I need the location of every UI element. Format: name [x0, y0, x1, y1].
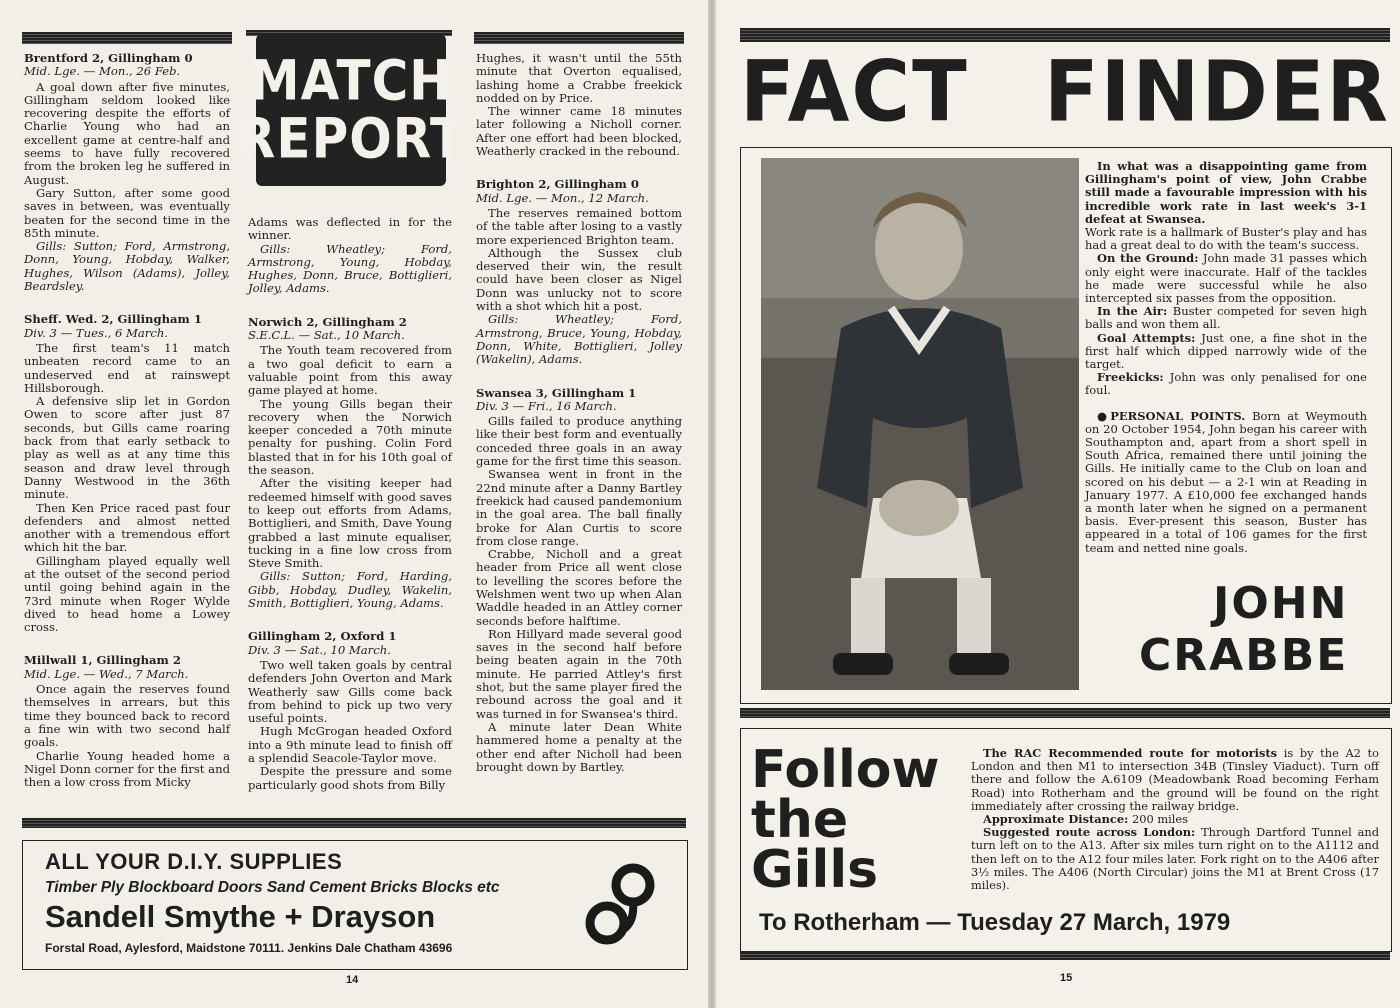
personal-points — [1085, 410, 1367, 555]
follow-logo — [751, 740, 940, 900]
stat-text: Just one, a fine shot in the first half which dipped narrowly wide of the target. — [1085, 330, 1368, 372]
report-date: Mid. Lge. — Wed., 7 March. — [24, 666, 189, 681]
paragraph: The first team's 11 match unbeaten record came to an undeserved end at rainswept Hillsborough. — [24, 340, 230, 395]
report-heading: Brighton 2, Gillingham 0 — [476, 177, 639, 192]
paragraph: Crabbe, Nicholl and a great header from Price all went close to levelling the scores before the Welshmen went two up when Alan Waddle headed in an Attley corner seconds before halftime. — [476, 547, 682, 628]
stat-text: John was only penalised for one foul. — [1085, 370, 1367, 398]
paragraph: Hugh McGrogan headed Oxford into a 9th minute lead to finish off a splendid Seacole-Taylor move. — [248, 724, 452, 765]
team-line: Gills: Wheatley; Ford, Armstrong, Young, Hobday, Hughes, Donn, Bruce, Bottiglieri, Jolley, Adams. — [248, 241, 452, 296]
advert-company: Sandell Smythe + Drayson — [45, 899, 436, 934]
report-date: Div. 3 — Tues., 6 March. — [24, 325, 168, 340]
spine — [708, 0, 716, 1008]
paragraph: Once again the reserves found themselves in arrears, but this time they bounced back to record a fine win with two second half goals. — [24, 682, 230, 750]
player-first-name: JOHN — [1213, 578, 1349, 629]
fact-finder-title — [740, 42, 1390, 141]
paragraph: The winner came 18 minutes later following a Nicholl corner. After one effort had been blocked, Weatherly cracked in the rebound. — [476, 104, 682, 159]
follow-line: Follow — [751, 740, 940, 800]
column-1 — [24, 52, 230, 789]
player-figure — [761, 158, 1079, 690]
stat-label: Freekicks: — [1097, 370, 1164, 385]
paragraph: A goal down after five minutes, Gillingham seldom looked like recovering despite the efforts of Charlie Young who had an excellent game at centre-half and seems to have fully recovered from the broken leg he suffered in August. — [24, 79, 230, 187]
paragraph: Then Ken Price raced past four defenders and almost netted another with a tremendous effort which hit the bar. — [24, 500, 230, 555]
paragraph: Although the Sussex club deserved their win, the result could have been closer as Nigel Donn was unlucky not to score with a shot which hit a post. — [476, 245, 682, 314]
paragraph: Work rate is a hallmark of Buster's play and has had a great deal to do with the team's success. — [1085, 225, 1367, 253]
advert-headline: ALL YOUR D.I.Y. SUPPLIES — [45, 849, 343, 874]
column-2 — [248, 216, 452, 792]
stat-label: ●PERSONAL POINTS. — [1097, 408, 1246, 423]
intro-paragraph: In what was a disappointing game from Gillingham's point of view, John Crabbe still made a favourable impression with his incredible work rate in last week's 3-1 defeat at Swansea. — [1085, 159, 1367, 226]
sd-logo-icon — [583, 861, 663, 951]
stat-text: Born at Weymouth on 20 October 1954, John began his career with Southampton and, apart from a short spell in South Africa, remained there until joining the Gills. He initially came to the Club on loan and scored on his debut — a 2-1 win at Reading in January 1977. A £10,000 fee exchanged hands a month later when he signed on a permanent basis. Ever-present this season, Buster has appeared in a total of 106 games for the first team and netted nine goals. — [1085, 408, 1368, 555]
section-rule — [740, 708, 1390, 718]
advert-address: Forstal Road, Aylesford, Maidstone 70111. Jenkins Dale Chatham 43696 — [45, 941, 453, 955]
report-heading: Brentford 2, Gillingham 0 — [24, 51, 193, 65]
paragraph: Despite the pressure and some particularly good shots from Billy — [248, 764, 452, 792]
paragraph: Gillingham played equally well at the outset of the second period until going behind again in the 73rd minute when Roger Wylde dived to head home a Lowey cross. — [24, 553, 230, 635]
route-detail: Through Dartford Tunnel and turn left on to the A13. After six miles turn right on to the A1112 and then left on to the A12 four miles later. Fork right on to the A406 after 3½ miles. The A406 (North Circular) joins the M1 at Brent Cross (17 miles). — [971, 825, 1379, 893]
follow-line: the — [751, 790, 849, 850]
column-rule — [22, 32, 232, 44]
header-rule — [740, 28, 1390, 42]
paragraph: Gary Sutton, after some good saves in between, was eventually beaten for the second time in the 85th minute. — [24, 185, 230, 240]
route-rac — [971, 747, 1379, 813]
report-date: Mid. Lge. — Mon., 26 Feb. — [24, 64, 181, 79]
column-rule — [474, 32, 684, 44]
route-detail: 200 miles — [1131, 812, 1188, 827]
report-heading: Norwich 2, Gillingham 2 — [248, 314, 407, 329]
player-photo — [761, 158, 1079, 690]
player-last-name: CRABBE — [1139, 630, 1349, 681]
advert-products: Timber Ply Blockboard Doors Sand Cement Bricks Blocks etc — [45, 879, 500, 896]
paragraph: The young Gills began their recovery when the Norwich keeper conceded a 70th minute penalty for pushing. Colin Ford blasted that in for his 10th goal of the season. — [248, 396, 452, 478]
destination-line: To Rotherham — Tuesday 27 March, 1979 — [759, 909, 1231, 936]
paragraph: Swansea went in front in the 22nd minute after a Danny Bartley freekick had caused pandemonium in the goal area. The ball finally broke for Alan Curtis to score from close range. — [476, 467, 682, 548]
stat-ground — [1085, 252, 1367, 305]
stat-label: On the Ground: — [1097, 251, 1199, 266]
paragraph: After the visiting keeper had redeemed himself with good saves to keep out efforts from Adams, Bottiglieri, and Smith, Dave Young grabbed a last minute equaliser, tucking in a fine low cross from Steve Smith. — [248, 476, 452, 571]
report-date: Div. 3 — Fri., 16 March. — [476, 398, 617, 413]
route-text — [971, 747, 1379, 892]
paragraph: Adams was deflected in for the winner. — [248, 215, 452, 243]
team-line: Gills: Wheatley; Ford, Armstrong, Bruce, Young, Hobday, Donn, White, Bottiglieri, Jolley (Wakelin), Adams. — [476, 312, 682, 367]
stat-air — [1085, 305, 1367, 331]
paragraph: Two well taken goals by central defenders John Overton and Mark Weatherly saw Gills come back from behind to pick up two very useful points. — [248, 657, 452, 726]
page-number: 14 — [346, 974, 359, 986]
follow-the-gills-panel — [740, 728, 1392, 952]
paragraph: Charlie Young headed home a Nigel Donn corner for the first and then a low cross from Micky — [24, 748, 230, 790]
stat-text: John made 31 passes which only eight were inaccurate. Half of the tackles he made were successful while he also intercepted six passes from the opposition. — [1085, 251, 1367, 306]
diy-advert — [22, 840, 688, 970]
logo-line: MATCH — [249, 49, 453, 113]
title-word: FINDER — [1043, 42, 1390, 141]
stat-freekicks — [1085, 371, 1367, 397]
route-label: The RAC Recommended route for motorists — [983, 746, 1278, 760]
report-date: S.E.C.L. — Sat., 10 March. — [248, 328, 405, 343]
team-line: Gills: Sutton; Ford, Harding, Gibb, Hobday, Dudley, Wakelin, Smith, Bottiglieri, Young, Adams. — [248, 569, 452, 611]
stat-goals — [1085, 332, 1367, 372]
follow-line: Gills — [751, 840, 879, 900]
fact-finder-text — [1085, 160, 1367, 555]
report-heading: Gillingham 2, Oxford 1 — [248, 629, 397, 644]
route-label: Approximate Distance: — [983, 812, 1129, 827]
paragraph: Gills failed to produce anything like their best form and eventually conceded three goals in an away game for the first time this season. — [476, 414, 682, 469]
route-london — [971, 826, 1379, 892]
match-report-logo — [236, 34, 466, 186]
page-number: 15 — [1060, 972, 1073, 984]
paragraph: A defensive slip let in Gordon Owen to score after just 87 seconds, but Gills came roaring back from that early setback to play as well as at any time this season and draw level through Danny Westwood in the 36th minute. — [24, 394, 230, 502]
report-date: Mid. Lge. — Mon., 12 March. — [476, 190, 649, 205]
route-label: Suggested route across London: — [983, 825, 1196, 840]
paragraph: Hughes, it wasn't until the 55th minute that Overton equalised, lashing home a Crabbe freekick nodded on by Price. — [476, 51, 682, 105]
paragraph: The Youth team recovered from a two goal deficit to earn a valuable point from this away game played at home. — [248, 343, 452, 398]
stat-label: Goal Attempts: — [1097, 330, 1196, 345]
column-3 — [476, 52, 682, 774]
stat-label: In the Air: — [1097, 304, 1168, 319]
title-word: FACT — [740, 42, 969, 141]
report-heading: Swansea 3, Gillingham 1 — [476, 385, 637, 400]
report-heading: Sheff. Wed. 2, Gillingham 1 — [24, 312, 202, 327]
team-line: Gills: Sutton; Ford, Armstrong, Donn, Young, Hobday, Walker, Hughes, Wilson (Adams), Jolley, Beardsley. — [24, 239, 230, 294]
paragraph: A minute later Dean White hammered home a penalty at the other end after Nicholl had been brought down by Bartley. — [476, 719, 682, 774]
footer-rule — [740, 952, 1390, 960]
section-rule — [22, 818, 686, 828]
paragraph: The reserves remained bottom of the table after losing to a vastly more experienced Brighton team. — [476, 205, 682, 247]
stat-text: Buster competed for seven high balls and won them all. — [1085, 304, 1367, 332]
fact-finder-panel — [740, 147, 1392, 704]
logo-line: REPORT — [236, 107, 466, 171]
report-heading: Millwall 1, Gillingham 2 — [24, 653, 181, 668]
paragraph: Ron Hillyard made several good saves in the second half before being beaten again in the 70th minute. He parried Attley's first shot, but the same player fired the rebound across the goal and it was turned in for Swansea's third. — [476, 626, 682, 721]
report-date: Div. 3 — Sat., 10 March. — [248, 642, 391, 657]
route-detail: is by the A2 to London and then M1 to intersection 34B (Tinsley Viaduct). Turn off there and follow the A.6109 (Meadowbank Road becoming Ferham Road) into Rotherham and the ground will be found on the right immediately after crossing the railway bridge. — [971, 746, 1379, 813]
